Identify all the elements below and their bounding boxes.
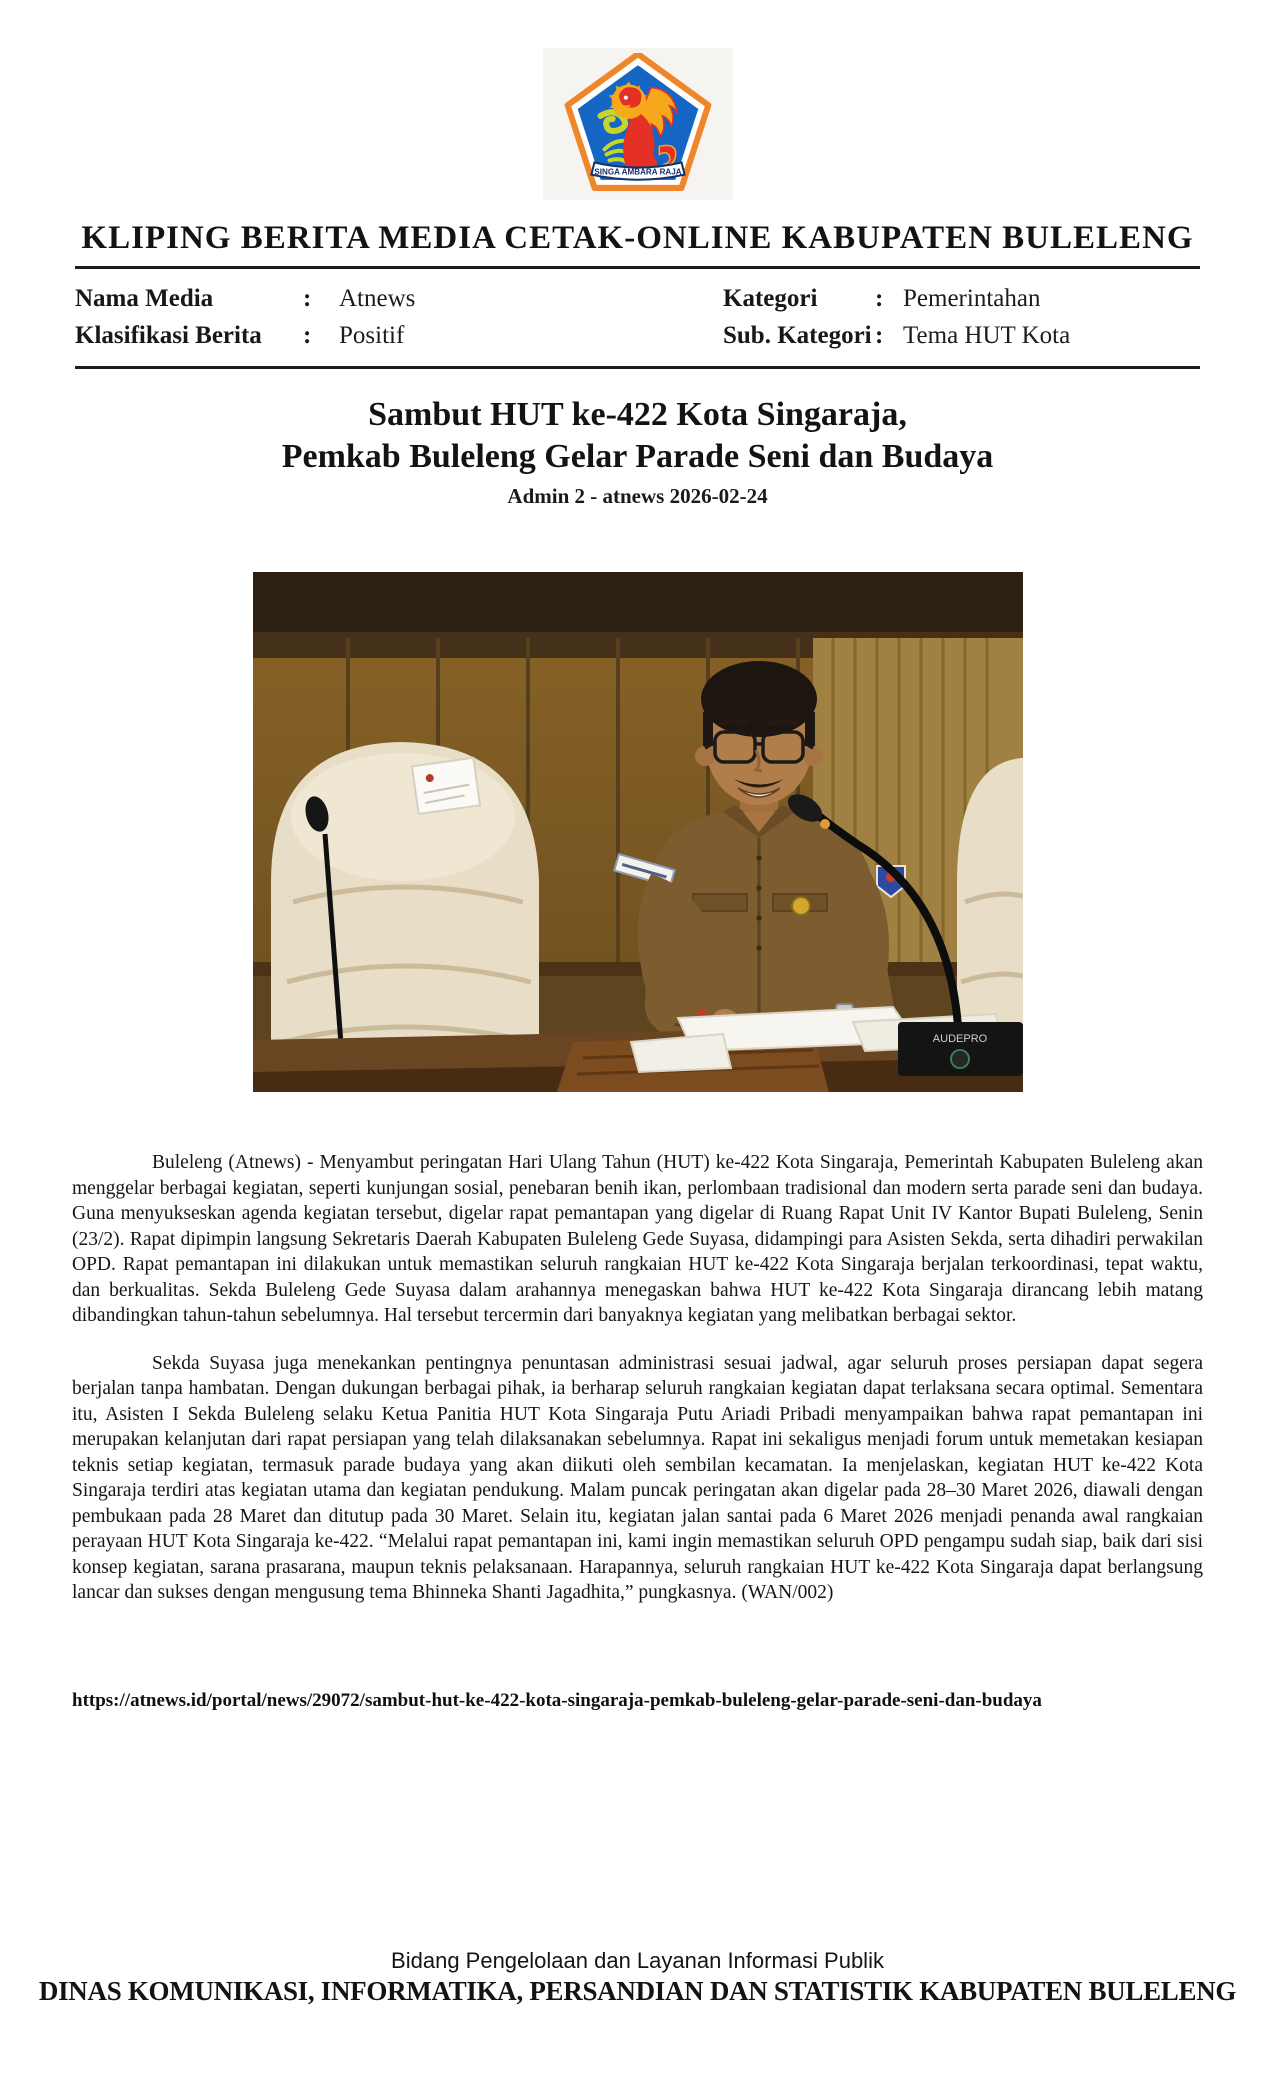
photo-gold-badge [792,897,810,915]
buleleng-crest-logo [562,53,714,195]
meta-value-sub-kategori: Tema HUT Kota [903,322,1071,349]
meta-colon: : [303,285,312,312]
meta-value-nama-media: Atnews [339,285,416,312]
divider-top [75,266,1200,269]
photo-amp-box [898,1022,1023,1076]
logo-box [543,48,733,200]
article-source-url[interactable]: https://atnews.id/portal/news/29072/sambut-hut-ke-422-kota-singaraja-pemkab-buleleng-gelar-parade-seni-dan-budaya [72,1690,1042,1711]
meta-colon: : [303,322,312,349]
meta-row-2 [75,318,1200,354]
photo-name-card [412,758,480,814]
meta-label-sub-kategori: Sub. Kategori [723,322,872,349]
article-paragraph-1: Buleleng (Atnews) - Menyambut peringatan Hari Ulang Tahun (HUT) ke-422 Kota Singaraja, Pemerintah Kabupaten Buleleng akan menggelar berbagai kegiatan, seperti kunjungan sosial, penebaran benih ikan, perlombaan tradisional dan modern serta parade seni dan budaya. Guna menyukseskan agenda kegiatan tersebut, digelar rapat pemantapan yang digelar di Ruang Rapat Unit IV Kantor Bupati Buleleng, Senin (23/2). Rapat dipimpin langsung Sekretaris Daerah Kabupaten Buleleng Gede Suyasa, didampingi para Asisten Sekda, serta dihadiri perwakilan OPD. Rapat pemantapan ini dilakukan untuk memastikan seluruh rangkaian HUT ke-422 Kota Singaraja berjalan terkoordinasi, tepat waktu, dan berkualitas. Sekda Buleleng Gede Suyasa dalam arahannya menegaskan bahwa HUT ke-422 Kota Singaraja dirancang lebih matang dibandingkan tahun-tahun sebelumnya. Hal tersebut tercermin dari banyaknya kegiatan yang melibatkan berbagai sektor. [72,1152,1203,1326]
article-body [72,1150,1203,1628]
photo-amp-label: AUDEPRO [932,1033,988,1045]
meta-value-kategori: Pemerintahan [903,285,1041,312]
kliping-header-title: KLIPING BERITA MEDIA CETAK-ONLINE KABUPATEN BULELENG [81,220,1194,256]
footer-agency: DINAS KOMUNIKASI, INFORMATIKA, PERSANDIAN DAN STATISTIK KABUPATEN BULELENG [38,1976,1237,2006]
article-photo [253,572,1023,1092]
logo-banner-text: SINGA AMBARA RAJA [594,167,682,177]
divider-middle [75,366,1200,369]
meta-colon: : [875,285,884,312]
meta-value-klasifikasi: Positif [339,322,405,349]
article-title-line1: Sambut HUT ke-422 Kota Singaraja, [368,396,907,433]
meta-row-1 [75,281,1200,317]
article-title-line2: Pemkab Buleleng Gelar Parade Seni dan Budaya [281,438,994,475]
meta-label-klasifikasi: Klasifikasi Berita [75,322,262,349]
footer-division: Bidang Pengelolaan dan Layanan Informasi Publik [391,1948,884,1973]
article-byline: Admin 2 - atnews 2026-02-24 [507,484,768,508]
meta-label-nama-media: Nama Media [75,285,214,312]
article-paragraph-2: Sekda Suyasa juga menekankan pentingnya penuntasan administrasi sesuai jadwal, agar seluruh proses persiapan dapat segera berjalan tanpa hambatan. Dengan dukungan berbagai pihak, ia berharap seluruh rangkaian kegiatan dapat terlaksana secara optimal. Sementara itu, Asisten I Sekda Buleleng selaku Ketua Panitia HUT Kota Singaraja Putu Ariadi Pribadi menyampaikan bahwa rapat pemantapan ini merupakan kelanjutan dari rapat persiapan yang telah dilaksanakan sebelumnya. Rapat ini sekaligus menjadi forum untuk memetakan kesiapan teknis setiap kegiatan, termasuk parade budaya yang akan diikuti oleh sembilan kecamatan. Ia menjelaskan, kegiatan HUT ke-422 Kota Singaraja terdiri atas kegiatan utama dan kegiatan pendukung. Malam puncak peringatan akan digelar pada 28–30 Maret 2026, diawali dengan pembukaan pada 28 Maret dan ditutup pada 30 Maret. Selain itu, kegiatan jalan santai pada 6 Maret 2026 menjadi penanda awal rangkaian perayaan HUT Kota Singaraja ke-422. “Melalui rapat pemantapan ini, kami ingin memastikan seluruh OPD pengampu sudah siap, baik dari sisi konsep kegiatan, sarana prasarana, maupun teknis pelaksanaan. Harapannya, seluruh rangkaian HUT ke-422 Kota Singaraja dapat berlangsung lancar dan sukses dengan mengusung tema Bhinneka Shanti Jagadhita,” pungkasnya. (WAN/002) [72,1352,1203,1603]
meta-colon: : [875,322,884,349]
meta-label-kategori: Kategori [723,285,818,312]
